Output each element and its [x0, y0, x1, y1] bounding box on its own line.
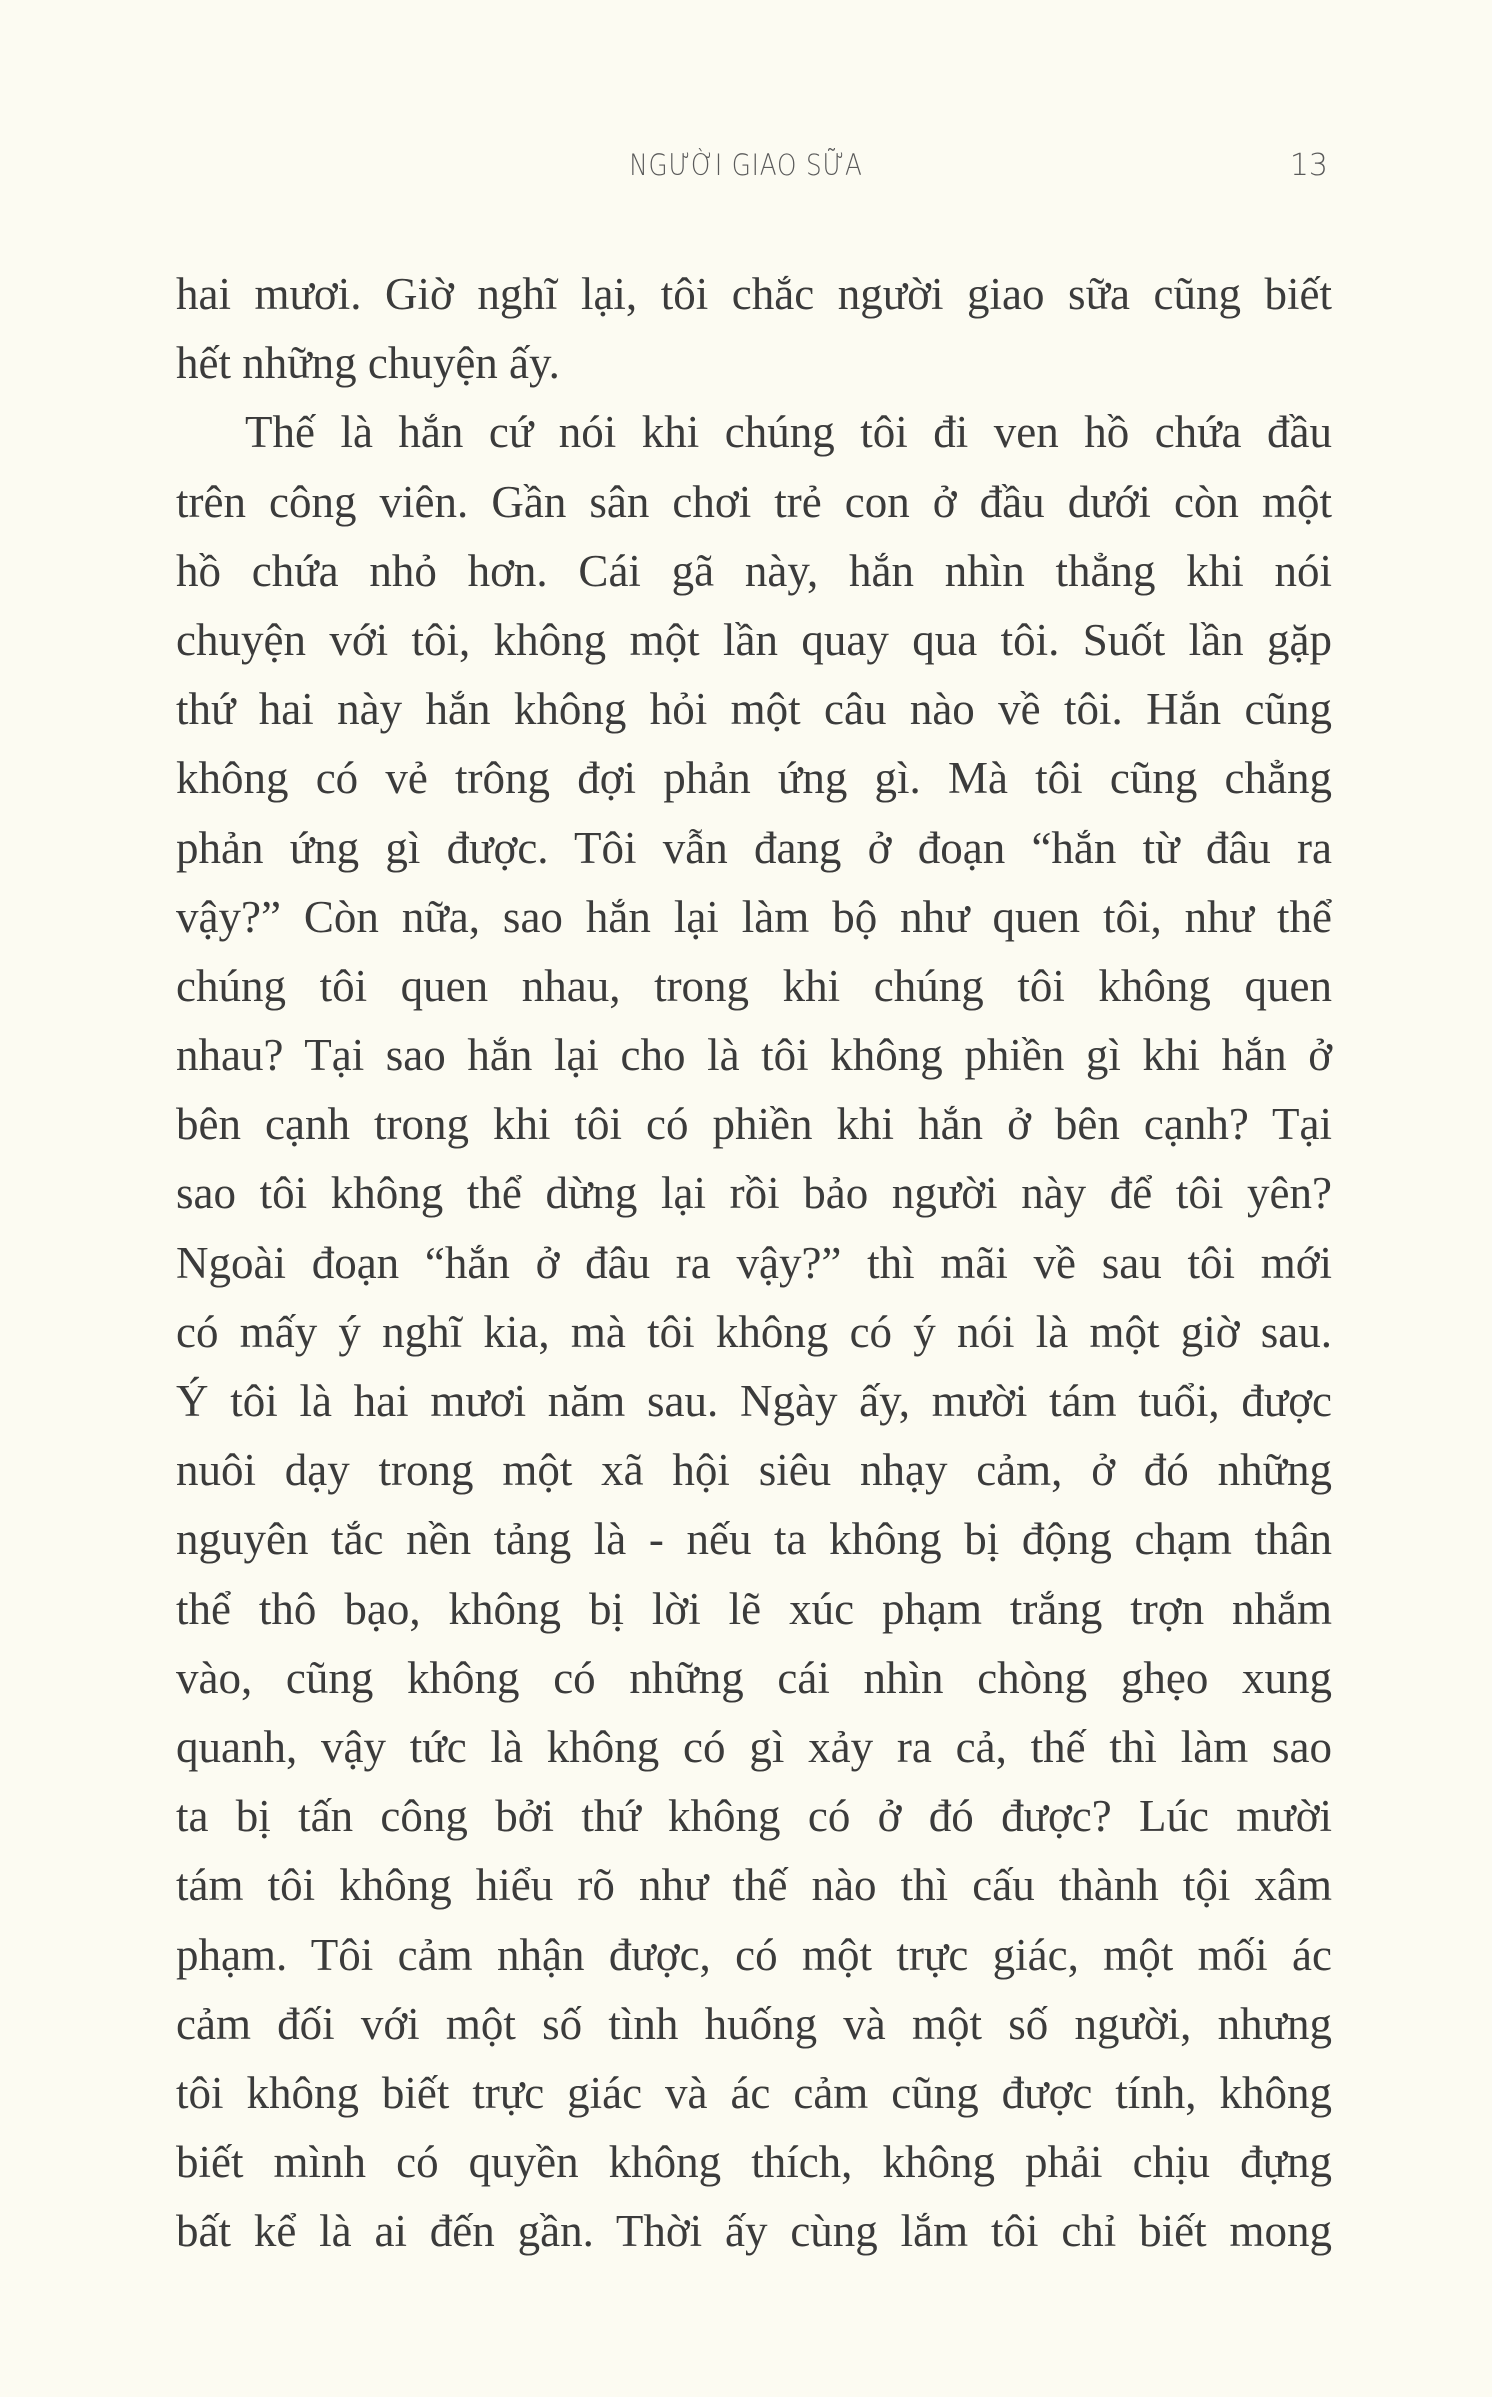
text-line: nuôi dạy trong một xã hội siêu nhạy cảm, ở đó những	[176, 1445, 1332, 1496]
chapter-title: NGƯỜI GIAO SỮA	[629, 148, 863, 182]
text-line: có mấy ý nghĩ kia, mà tôi không có ý nói là một giờ sau.	[176, 1306, 1332, 1357]
body-text	[176, 260, 1332, 2266]
text-line: phản ứng gì được. Tôi vẫn đang ở đoạn “hắn từ đâu ra	[176, 822, 1332, 873]
text-line: chúng tôi quen nhau, trong khi chúng tôi không quen	[176, 960, 1332, 1011]
text-line: bất kể là ai đến gần. Thời ấy cùng lắm tôi chỉ biết mong	[176, 2206, 1332, 2257]
text-line: biết mình có quyền không thích, không phải chịu đựng	[176, 2137, 1332, 2188]
text-line: nguyên tắc nền tảng là - nếu ta không bị động chạm thân	[176, 1514, 1332, 1565]
text-line: hết những chuyện ấy.	[176, 338, 560, 389]
text-line: thứ hai này hắn không hỏi một câu nào về tôi. Hắn cũng	[176, 684, 1332, 735]
text-line: sao tôi không thể dừng lại rồi bảo người này để tôi yên?	[176, 1168, 1332, 1219]
text-line: cảm đối với một số tình huống và một số người, nhưng	[176, 1998, 1332, 2049]
text-line: ta bị tấn công bởi thứ không có ở đó được? Lúc mười	[176, 1791, 1332, 1842]
text-line: không có vẻ trông đợi phản ứng gì. Mà tôi cũng chẳng	[176, 753, 1332, 804]
text-line: thể thô bạo, không bị lời lẽ xúc phạm trắng trợn nhắm	[176, 1583, 1332, 1634]
text-line: chuyện với tôi, không một lần quay qua tôi. Suốt lần gặp	[176, 614, 1332, 665]
text-line: quanh, vậy tức là không có gì xảy ra cả, thế thì làm sao	[176, 1721, 1332, 1772]
text-line: vậy?” Còn nữa, sao hắn lại làm bộ như quen tôi, như thể	[176, 891, 1332, 942]
page-number: 13	[1289, 148, 1328, 183]
text-line: Ý tôi là hai mươi năm sau. Ngày ấy, mười tám tuổi, được	[176, 1376, 1332, 1426]
text-line: tám tôi không hiểu rõ như thế nào thì cấu thành tội xâm	[176, 1860, 1332, 1911]
text-line: hồ chứa nhỏ hơn. Cái gã này, hắn nhìn thẳng khi nói	[176, 545, 1332, 596]
paragraph	[176, 260, 1332, 398]
text-line: vào, cũng không có những cái nhìn chòng ghẹo xung	[176, 1652, 1332, 1703]
text-line: Ngoài đoạn “hắn ở đâu ra vậy?” thì mãi về sau tôi mới	[176, 1237, 1332, 1288]
text-line: trên công viên. Gần sân chơi trẻ con ở đầu dưới còn một	[176, 476, 1332, 527]
text-line: Thế là hắn cứ nói khi chúng tôi đi ven hồ chứa đầu	[245, 407, 1332, 458]
text-line: nhau? Tại sao hắn lại cho là tôi không phiền gì khi hắn ở	[176, 1030, 1332, 1081]
text-line: bên cạnh trong khi tôi có phiền khi hắn ở bên cạnh? Tại	[176, 1099, 1332, 1150]
text-line: phạm. Tôi cảm nhận được, có một trực giác, một mối ác	[176, 1929, 1332, 1980]
text-line: hai mươi. Giờ nghĩ lại, tôi chắc người giao sữa cũng biết	[176, 269, 1332, 319]
paragraph	[176, 398, 1332, 2266]
running-header	[0, 148, 1492, 194]
text-line: tôi không biết trực giác và ác cảm cũng được tính, không	[176, 2067, 1332, 2118]
